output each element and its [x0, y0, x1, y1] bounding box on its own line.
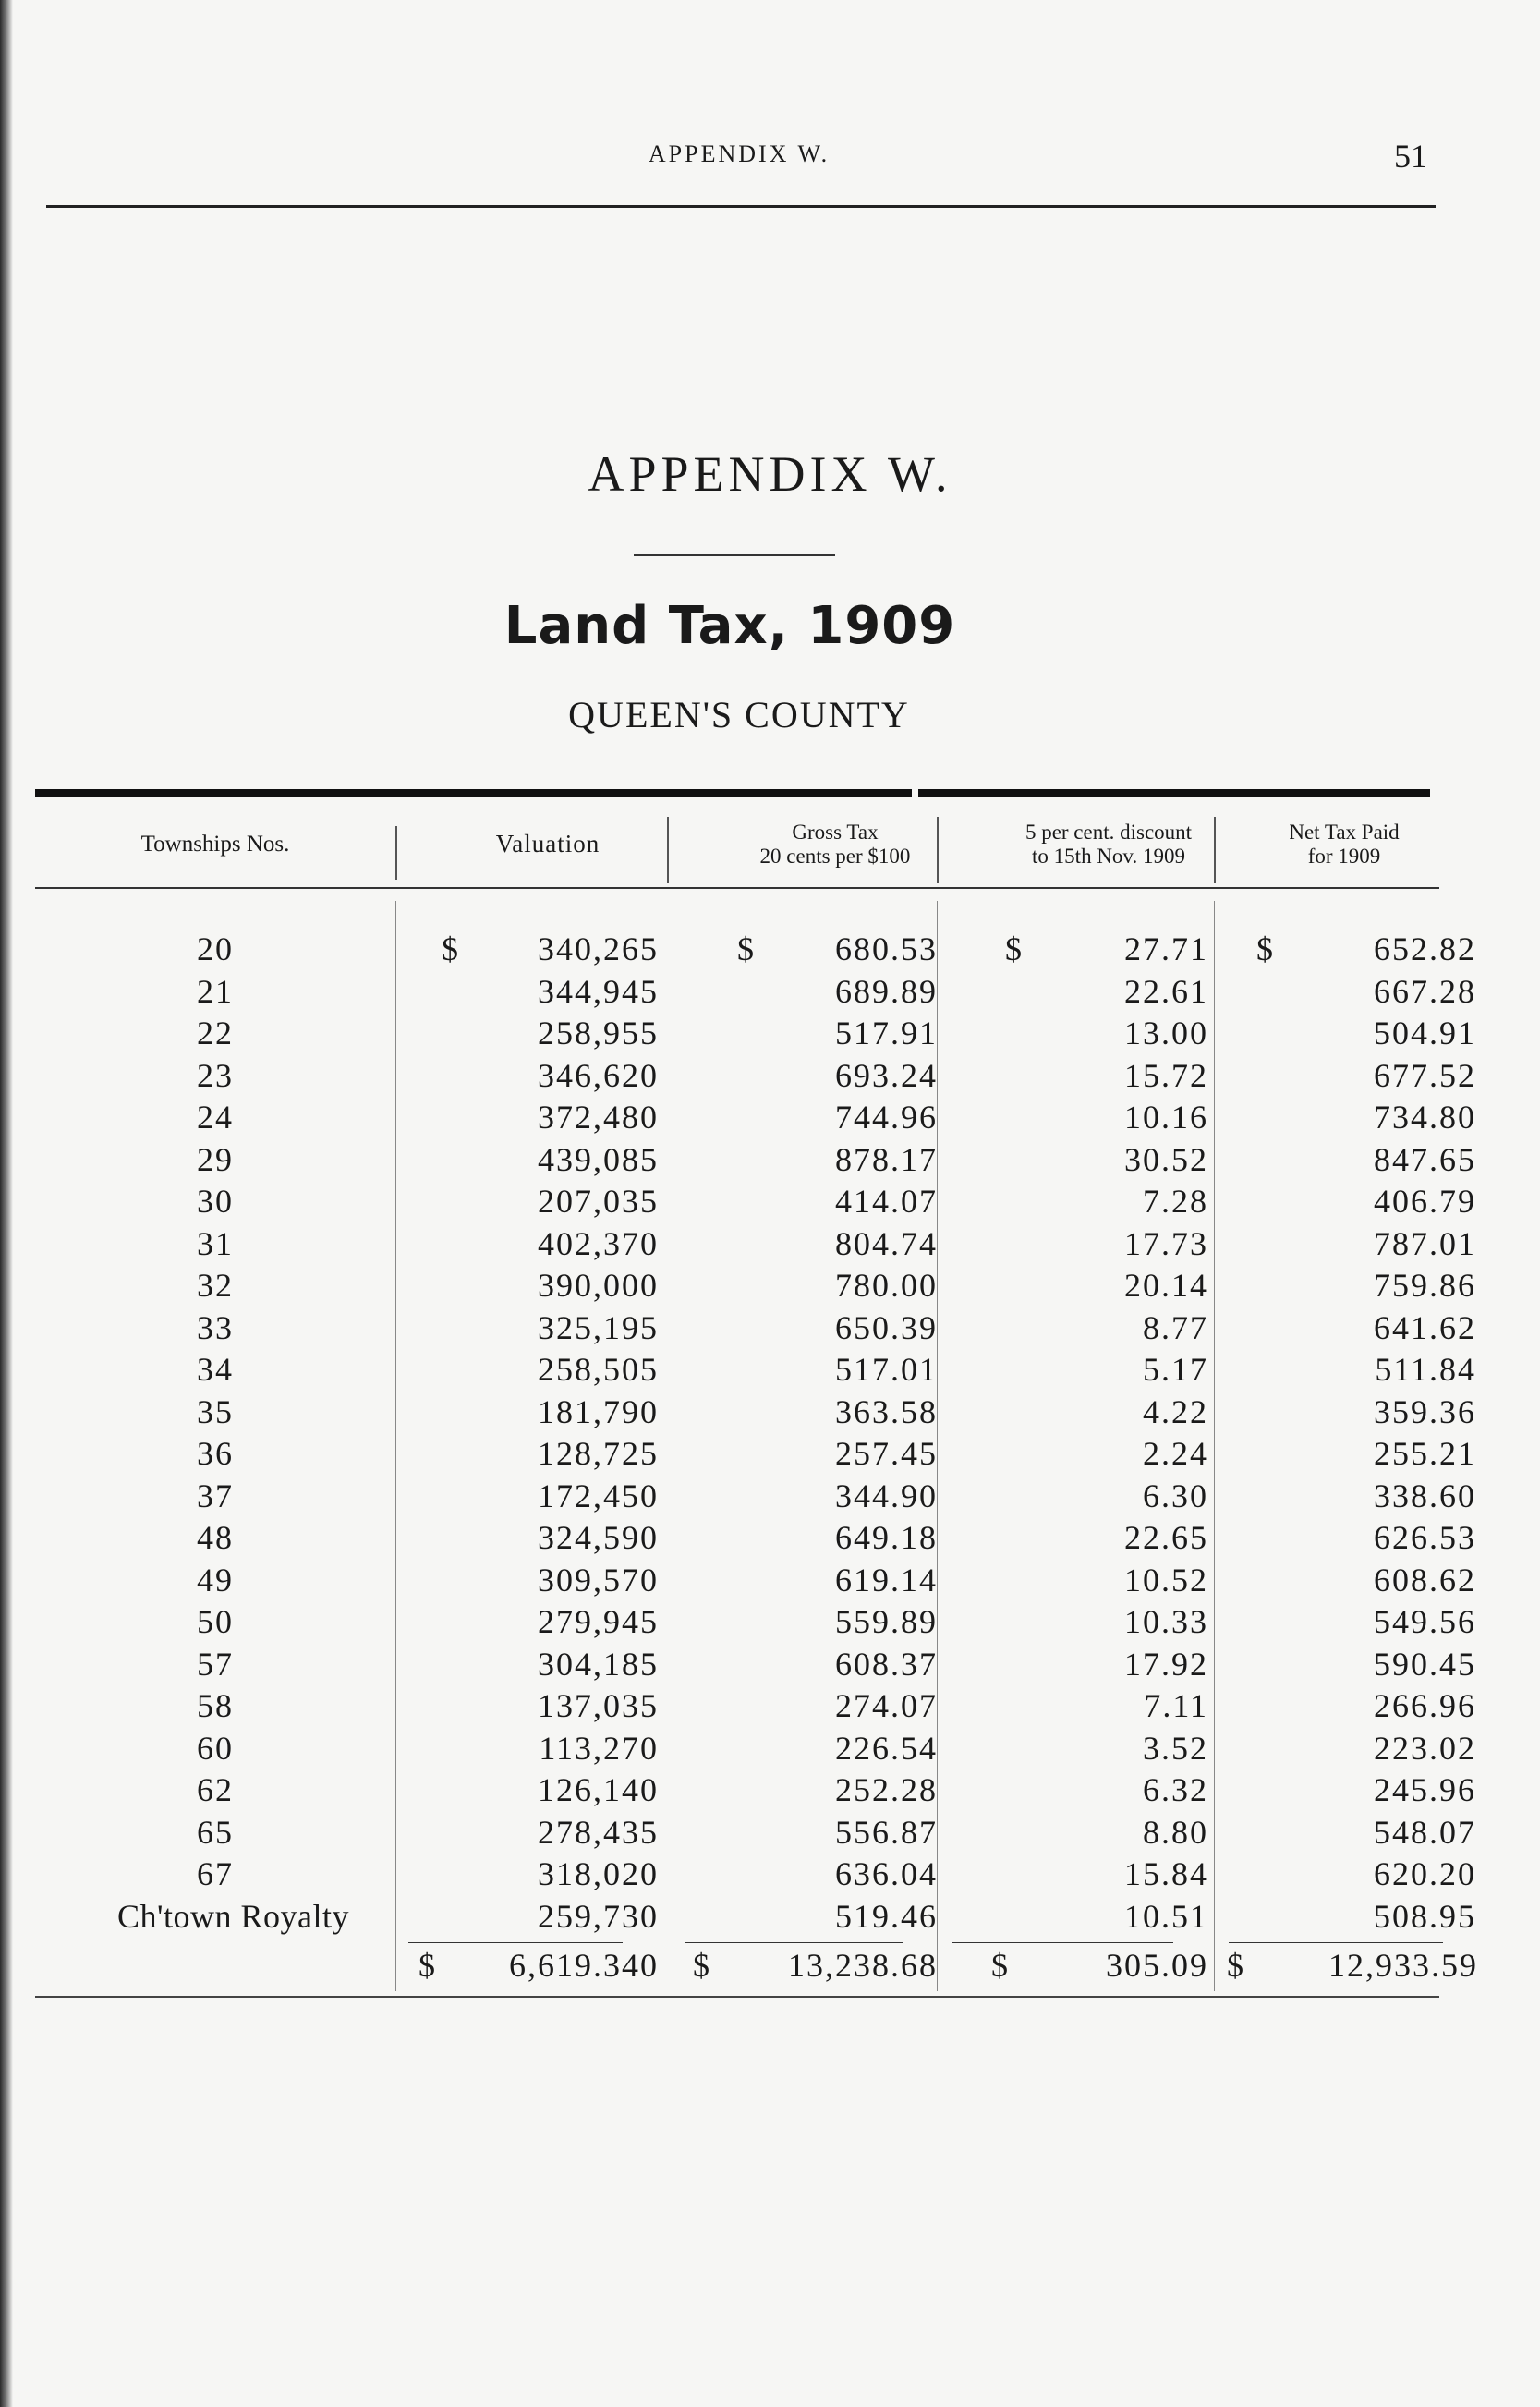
- net-tax-cell: 652.82: [1374, 930, 1476, 967]
- discount-cell: 7.11: [1144, 1687, 1208, 1724]
- township-cell: 23: [197, 1056, 234, 1094]
- township-cell: 48: [197, 1519, 234, 1556]
- title-divider: [634, 554, 835, 556]
- valuation-cell: 258,505: [538, 1351, 659, 1388]
- net-tax-cell: 590.45: [1374, 1645, 1476, 1683]
- valuation-cell: 439,085: [538, 1140, 659, 1178]
- appendix-title: APPENDIX W.: [588, 446, 952, 502]
- header-divider: [937, 817, 939, 883]
- page-title: Land Tax, 1909: [503, 596, 956, 656]
- table-row: [35, 1897, 1476, 1939]
- total-rule: [408, 1942, 623, 1943]
- total-rule: [685, 1942, 903, 1943]
- township-cell: 57: [197, 1645, 234, 1683]
- valuation-cell: 279,945: [538, 1603, 659, 1640]
- discount-cell: 17.92: [1124, 1645, 1208, 1683]
- net-tax-cell: 620.20: [1374, 1855, 1476, 1892]
- table-body: [35, 930, 1476, 1939]
- header-divider: [395, 826, 397, 880]
- valuation-cell: 325,195: [538, 1308, 659, 1346]
- gross-tax-cell: 344.90: [835, 1477, 938, 1514]
- table-row: [35, 1308, 1476, 1351]
- header-net-tax: [1247, 808, 1441, 881]
- valuation-cell: 340,265: [538, 930, 659, 967]
- table-row: [35, 1014, 1476, 1056]
- table-top-rule: [35, 789, 1430, 797]
- net-tax-cell: 677.52: [1374, 1056, 1476, 1094]
- table-row: [35, 1266, 1476, 1308]
- discount-cell: 6.30: [1143, 1477, 1208, 1514]
- gross-tax-cell: 559.89: [835, 1603, 938, 1640]
- net-tax-cell: 667.28: [1374, 972, 1476, 1010]
- table-row: [35, 972, 1476, 1015]
- township-cell: 21: [197, 972, 234, 1010]
- header-net-line2: for 1909: [1307, 845, 1381, 868]
- net-tax-cell: 548.07: [1374, 1813, 1476, 1851]
- township-cell: 35: [197, 1392, 234, 1430]
- total-gross-tax: 13,238.68: [788, 1947, 938, 1984]
- valuation-cell: 346,620: [538, 1056, 659, 1094]
- township-cell: 30: [197, 1183, 234, 1220]
- table-header: [35, 808, 1439, 881]
- township-cell: 50: [197, 1603, 234, 1640]
- running-title: APPENDIX W.: [648, 140, 831, 167]
- gross-tax-cell: 226.54: [835, 1729, 938, 1767]
- net-tax-cell: 255.21: [1374, 1435, 1476, 1472]
- township-cell: Ch'town Royalty: [117, 1897, 349, 1935]
- header-townships: [35, 808, 395, 881]
- township-cell: 29: [197, 1140, 234, 1178]
- table-row: [35, 1813, 1476, 1855]
- discount-cell: 4.22: [1143, 1392, 1208, 1430]
- township-cell: 22: [197, 1015, 234, 1052]
- gross-tax-cell: 619.14: [835, 1561, 938, 1599]
- header-gross-line2: 20 cents per $100: [759, 845, 911, 868]
- township-cell: 37: [197, 1477, 234, 1514]
- header-net-line1: Net Tax Paid: [1289, 820, 1400, 844]
- township-cell: 33: [197, 1308, 234, 1346]
- total-discount-currency: $: [991, 1947, 1010, 1984]
- township-cell: 36: [197, 1435, 234, 1472]
- table-row: [35, 1602, 1476, 1645]
- discount-cell: 30.52: [1124, 1140, 1208, 1178]
- gross-tax-cell: 649.18: [835, 1519, 938, 1556]
- valuation-cell: 402,370: [538, 1224, 659, 1262]
- discount-currency: $: [1005, 930, 1024, 967]
- township-cell: 32: [197, 1267, 234, 1304]
- township-cell: 62: [197, 1771, 234, 1808]
- header-discount-line2: to 15th Nov. 1909: [1032, 845, 1185, 868]
- total-valuation-currency: $: [418, 1947, 437, 1984]
- gross-tax-cell: 693.24: [835, 1056, 938, 1094]
- table-row: [35, 1561, 1476, 1603]
- net-tax-cell: 549.56: [1374, 1603, 1476, 1640]
- valuation-cell: 318,020: [538, 1855, 659, 1892]
- net-tax-cell: 626.53: [1374, 1519, 1476, 1556]
- net-tax-cell: 245.96: [1374, 1771, 1476, 1808]
- total-discount: 305.09: [1106, 1947, 1208, 1984]
- header-discount: [970, 808, 1247, 881]
- discount-cell: 15.84: [1124, 1855, 1208, 1892]
- valuation-cell: 344,945: [538, 972, 659, 1010]
- gross-tax-cell: 257.45: [835, 1435, 938, 1472]
- net-tax-cell: 847.65: [1374, 1140, 1476, 1178]
- net-tax-cell: 359.36: [1374, 1392, 1476, 1430]
- net-tax-cell: 608.62: [1374, 1561, 1476, 1599]
- discount-cell: 10.52: [1124, 1561, 1208, 1599]
- township-cell: 31: [197, 1224, 234, 1262]
- table-row: [35, 1224, 1476, 1267]
- page-edge-shadow: [0, 0, 13, 2407]
- net-tax-cell: 511.84: [1375, 1351, 1476, 1388]
- table-row: [35, 1770, 1476, 1813]
- valuation-cell: 137,035: [538, 1687, 659, 1724]
- discount-cell: 5.17: [1143, 1351, 1208, 1388]
- discount-cell: 7.28: [1143, 1183, 1208, 1220]
- discount-cell: 22.65: [1124, 1519, 1208, 1556]
- net-tax-cell: 734.80: [1374, 1099, 1476, 1136]
- township-cell: 20: [197, 930, 234, 967]
- header-valuation-label: Valuation: [495, 830, 600, 858]
- total-rule: [952, 1942, 1173, 1943]
- table-row: [35, 1729, 1476, 1771]
- net-tax-cell: 504.91: [1374, 1015, 1476, 1052]
- table-row: [35, 1477, 1476, 1519]
- table-row: [35, 1392, 1476, 1435]
- township-cell: 49: [197, 1561, 234, 1599]
- valuation-cell: 128,725: [538, 1435, 659, 1472]
- discount-cell: 2.24: [1143, 1435, 1208, 1472]
- valuation-cell: 304,185: [538, 1645, 659, 1683]
- discount-cell: 22.61: [1124, 972, 1208, 1010]
- gross-tax-cell: 780.00: [835, 1267, 938, 1304]
- net-tax-cell: 406.79: [1374, 1183, 1476, 1220]
- gross-tax-cell: 608.37: [835, 1645, 938, 1683]
- header-bottom-rule: [35, 887, 1439, 889]
- net-currency: $: [1256, 930, 1275, 967]
- net-tax-cell: 338.60: [1374, 1477, 1476, 1514]
- gross-currency: $: [737, 930, 756, 967]
- net-tax-cell: 266.96: [1374, 1687, 1476, 1724]
- table-bottom-rule: [35, 1996, 1439, 1998]
- total-gross-currency: $: [693, 1947, 711, 1984]
- net-tax-cell: 223.02: [1374, 1729, 1476, 1767]
- township-cell: 24: [197, 1099, 234, 1136]
- table-row: [35, 1182, 1476, 1224]
- valuation-cell: 259,730: [538, 1897, 659, 1935]
- gross-tax-cell: 689.89: [835, 972, 938, 1010]
- gross-tax-cell: 517.91: [835, 1015, 938, 1052]
- table-row: [35, 1056, 1476, 1099]
- valuation-cell: 126,140: [538, 1771, 659, 1808]
- discount-cell: 20.14: [1124, 1267, 1208, 1304]
- valuation-cell: 181,790: [538, 1392, 659, 1430]
- gross-tax-cell: 519.46: [835, 1897, 938, 1935]
- gross-tax-cell: 556.87: [835, 1813, 938, 1851]
- valuation-cell: 309,570: [538, 1561, 659, 1599]
- discount-cell: 17.73: [1124, 1224, 1208, 1262]
- header-gross-tax: [700, 808, 970, 881]
- gross-tax-cell: 804.74: [835, 1224, 938, 1262]
- discount-cell: 10.51: [1124, 1897, 1208, 1935]
- valuation-cell: 372,480: [538, 1099, 659, 1136]
- township-cell: 60: [197, 1729, 234, 1767]
- township-cell: 34: [197, 1351, 234, 1388]
- header-divider: [1214, 817, 1216, 883]
- net-tax-cell: 508.95: [1374, 1897, 1476, 1935]
- gross-tax-cell: 252.28: [835, 1771, 938, 1808]
- table-row: [35, 1098, 1476, 1140]
- table-row: [35, 1518, 1476, 1561]
- discount-cell: 6.32: [1143, 1771, 1208, 1808]
- gross-tax-cell: 680.53: [835, 930, 938, 967]
- header-valuation: [395, 808, 700, 881]
- header-gross-line1: Gross Tax: [792, 820, 879, 844]
- township-cell: 67: [197, 1855, 234, 1892]
- gross-tax-cell: 274.07: [835, 1687, 938, 1724]
- net-tax-cell: 759.86: [1374, 1267, 1476, 1304]
- total-net-tax: 12,933.59: [1328, 1947, 1478, 1984]
- valuation-currency: $: [442, 930, 460, 967]
- gross-tax-cell: 414.07: [835, 1183, 938, 1220]
- gross-tax-cell: 744.96: [835, 1099, 938, 1136]
- township-cell: 65: [197, 1813, 234, 1851]
- table-row: [35, 930, 1476, 972]
- header-townships-label: Townships Nos.: [140, 831, 290, 857]
- table-row: [35, 1854, 1476, 1897]
- net-tax-cell: 641.62: [1374, 1308, 1476, 1346]
- valuation-cell: 390,000: [538, 1267, 659, 1304]
- gross-tax-cell: 517.01: [835, 1351, 938, 1388]
- totals-row: [35, 1946, 1478, 1990]
- discount-cell: 8.80: [1143, 1813, 1208, 1851]
- township-cell: 58: [197, 1687, 234, 1724]
- table-row: [35, 1645, 1476, 1687]
- total-valuation: 6,619.340: [509, 1947, 659, 1984]
- county-subtitle: QUEEN'S COUNTY: [568, 694, 910, 735]
- discount-cell: 13.00: [1124, 1015, 1208, 1052]
- valuation-cell: 207,035: [538, 1183, 659, 1220]
- table-row: [35, 1686, 1476, 1729]
- total-rule: [1229, 1942, 1443, 1943]
- total-net-currency: $: [1227, 1947, 1245, 1984]
- running-head: [46, 137, 1432, 183]
- discount-cell: 3.52: [1143, 1729, 1208, 1767]
- page-number: 51: [1394, 138, 1427, 175]
- discount-cell: 27.71: [1124, 930, 1208, 967]
- header-discount-line1: 5 per cent. discount: [1025, 820, 1193, 844]
- valuation-cell: 172,450: [538, 1477, 659, 1514]
- valuation-cell: 113,270: [539, 1729, 659, 1767]
- table-top-rule-gap: [912, 789, 918, 797]
- gross-tax-cell: 878.17: [835, 1140, 938, 1178]
- discount-cell: 10.33: [1124, 1603, 1208, 1640]
- valuation-cell: 324,590: [538, 1519, 659, 1556]
- net-tax-cell: 787.01: [1374, 1224, 1476, 1262]
- table-row: [35, 1140, 1476, 1183]
- table-row: [35, 1434, 1476, 1477]
- header-rule: [46, 205, 1436, 208]
- valuation-cell: 258,955: [538, 1015, 659, 1052]
- gross-tax-cell: 363.58: [835, 1392, 938, 1430]
- gross-tax-cell: 636.04: [835, 1855, 938, 1892]
- gross-tax-cell: 650.39: [835, 1308, 938, 1346]
- header-divider: [667, 817, 669, 883]
- discount-cell: 8.77: [1143, 1308, 1208, 1346]
- discount-cell: 10.16: [1124, 1099, 1208, 1136]
- valuation-cell: 278,435: [538, 1813, 659, 1851]
- table-row: [35, 1350, 1476, 1392]
- discount-cell: 15.72: [1124, 1056, 1208, 1094]
